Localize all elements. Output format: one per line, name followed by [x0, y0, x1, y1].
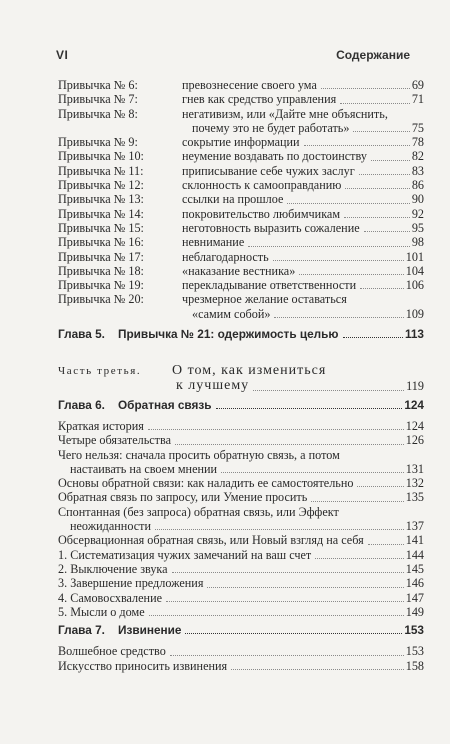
- entry-text-continued: почему это не будет работать»: [192, 120, 350, 135]
- habit-label: Привычка № 19:: [58, 278, 144, 293]
- dot-leader: [148, 429, 404, 430]
- entry-line: [58, 476, 424, 490]
- entry-line: [58, 548, 424, 562]
- page-number: 95: [411, 220, 424, 235]
- toc-section-entry[interactable]: [58, 576, 424, 590]
- entry-line: [182, 149, 424, 163]
- toc-section-entry[interactable]: [58, 605, 424, 619]
- entry-line: [182, 250, 424, 264]
- entry-line: [58, 448, 424, 462]
- toc-habit-entry[interactable]: [58, 221, 424, 235]
- toc-habit-entry[interactable]: [58, 164, 424, 178]
- entry-line: [58, 644, 424, 658]
- toc-section-entry[interactable]: [58, 476, 424, 490]
- page-number: 82: [411, 149, 424, 164]
- page-number: 141: [405, 533, 424, 548]
- entry-text: Искусство приносить извинения: [58, 658, 228, 673]
- page-number: 119: [406, 379, 424, 394]
- entry-line: [182, 207, 424, 221]
- dot-leader: [360, 288, 404, 289]
- dot-leader: [273, 260, 404, 261]
- entry-text: гнев как средство управления: [182, 92, 337, 107]
- page-number: 144: [405, 547, 424, 562]
- toc-chapter-6[interactable]: [58, 398, 424, 412]
- page-number: 90: [411, 192, 424, 207]
- entry-text: «наказание вестника»: [182, 263, 296, 278]
- chapter-title: Обратная связь: [118, 397, 212, 412]
- entry-line: [182, 221, 424, 235]
- entry-line: [182, 192, 424, 206]
- entry-text: 2. Выключение звука: [58, 561, 168, 576]
- chapter-6-items: [58, 419, 424, 619]
- entry-text: Основы обратной связи: как наладить ее самостоятельно: [58, 476, 354, 491]
- toc-section-entry[interactable]: [58, 505, 424, 534]
- entry-text: покровительство любимчикам: [182, 206, 341, 221]
- dot-leader: [344, 217, 410, 218]
- section-title: Содержание: [336, 48, 410, 62]
- page-number: 101: [405, 249, 424, 264]
- page-number: 126: [405, 433, 424, 448]
- entry-text: неготовность выразить сожаление: [182, 220, 360, 235]
- page-number: 75: [411, 120, 424, 135]
- habit-label: Привычка № 14:: [58, 206, 144, 221]
- toc-habit-entry[interactable]: [58, 78, 424, 92]
- toc-section-entry[interactable]: [58, 548, 424, 562]
- entry-line: [58, 605, 424, 619]
- toc-section-entry[interactable]: [58, 490, 424, 504]
- page-number: 98: [411, 235, 424, 250]
- toc-habit-entry[interactable]: [58, 178, 424, 192]
- entry-line: [58, 490, 424, 504]
- dot-leader: [216, 408, 403, 409]
- entry-line: [58, 659, 424, 673]
- page-number: 113: [404, 327, 424, 342]
- dot-leader: [231, 669, 404, 670]
- dot-leader: [371, 160, 410, 161]
- entry-text: склонность к самооправданию: [182, 178, 342, 193]
- dot-leader: [343, 337, 403, 338]
- toc-section-entry[interactable]: [58, 659, 424, 673]
- dot-leader: [221, 472, 404, 473]
- habit-label: Привычка № 10:: [58, 149, 144, 164]
- toc-habit-entry[interactable]: [58, 264, 424, 278]
- toc-section-entry[interactable]: [58, 644, 424, 658]
- page-number: 124: [404, 397, 424, 412]
- habits-list: [58, 78, 424, 321]
- page-number: 83: [411, 163, 424, 178]
- toc-section-entry[interactable]: [58, 433, 424, 447]
- entry-text: Спонтанная (без запроса) обратная связь, или Эффект: [58, 504, 339, 519]
- entry-text-continued: неожиданности: [70, 519, 151, 534]
- part-label: Часть третья.: [58, 365, 142, 378]
- entry-text: негативизм, или «Дайте мне объяснить,: [182, 106, 388, 121]
- entry-line: [58, 419, 424, 433]
- entry-text: чрезмерное желание оставаться: [182, 292, 347, 307]
- entry-line: [182, 135, 424, 149]
- dot-leader: [353, 131, 409, 132]
- habit-label: Привычка № 20:: [58, 292, 144, 307]
- dot-leader: [248, 246, 410, 247]
- dot-leader: [287, 203, 409, 204]
- page-number: 92: [411, 206, 424, 221]
- habit-label: Привычка № 16:: [58, 235, 144, 250]
- habit-label: Привычка № 18:: [58, 263, 144, 278]
- toc-section-entry[interactable]: [58, 448, 424, 477]
- dot-leader: [207, 587, 403, 588]
- entry-text: 3. Завершение предложения: [58, 576, 204, 591]
- entry-line: [58, 462, 424, 476]
- chapter-title: Извинение: [118, 623, 182, 638]
- entry-line: [182, 235, 424, 249]
- dot-leader: [172, 572, 404, 573]
- page-number: 131: [405, 461, 424, 476]
- entry-text: неблагодарность: [182, 249, 269, 264]
- dot-leader: [359, 174, 410, 175]
- dot-leader: [170, 655, 404, 656]
- chapter-label: Глава 7.: [58, 623, 105, 638]
- entry-line: [182, 178, 424, 192]
- dot-leader: [185, 633, 402, 634]
- part-title-line-1: О том, как измениться: [172, 363, 327, 379]
- entry-line: [58, 576, 424, 590]
- page-number: 153: [405, 644, 424, 659]
- toc-habit-entry[interactable]: [58, 135, 424, 149]
- habit-label: Привычка № 8:: [58, 106, 138, 121]
- entry-text: Чего нельзя: сначала просить обратную связь, а потом: [58, 447, 340, 462]
- habit-label: Привычка № 11:: [58, 163, 144, 178]
- page-number: 153: [404, 623, 424, 638]
- page-number: 137: [405, 519, 424, 534]
- toc-section-entry[interactable]: [58, 419, 424, 433]
- running-head: [56, 48, 410, 62]
- page-number: 146: [405, 576, 424, 591]
- dot-leader: [304, 145, 410, 146]
- part-title-line-2: к лучшему: [176, 378, 250, 394]
- dot-leader: [155, 529, 404, 530]
- entry-text: Обратная связь по запросу, или Умение просить: [58, 490, 308, 505]
- page-number: 149: [405, 604, 424, 619]
- habit-label: Привычка № 12:: [58, 178, 144, 193]
- entry-text: Обсервационная обратная связь, или Новый взгляд на себя: [58, 533, 364, 548]
- page-number: 106: [405, 278, 424, 293]
- table-of-contents: [58, 78, 424, 673]
- chapter-label: Глава 6.: [58, 397, 105, 412]
- entry-text-continued: «самим собой»: [192, 306, 271, 321]
- entry-line: [182, 78, 424, 92]
- habit-label: Привычка № 6:: [58, 78, 138, 92]
- dot-leader: [321, 88, 410, 89]
- page-number: 104: [405, 263, 424, 278]
- habit-label: Привычка № 17:: [58, 249, 144, 264]
- dot-leader: [315, 558, 403, 559]
- entry-text: перекладывание ответственности: [182, 278, 357, 293]
- toc-habit-entry[interactable]: [58, 207, 424, 221]
- page-number: 109: [405, 306, 424, 321]
- page-number: 145: [405, 561, 424, 576]
- toc-section-entry[interactable]: [58, 533, 424, 547]
- dot-leader: [311, 501, 403, 502]
- entry-text: ссылки на прошлое: [182, 192, 284, 207]
- page-number: 158: [405, 658, 424, 673]
- dot-leader: [345, 188, 409, 189]
- toc-habit-entry[interactable]: [58, 250, 424, 264]
- toc-habit-entry[interactable]: [58, 192, 424, 206]
- entry-text: невнимание: [182, 235, 245, 250]
- dot-leader: [357, 486, 403, 487]
- entry-text: 5. Мысли о доме: [58, 604, 145, 619]
- toc-section-entry[interactable]: [58, 562, 424, 576]
- page-number: 71: [411, 92, 424, 107]
- page-number: 78: [411, 135, 424, 150]
- dot-leader: [299, 274, 403, 275]
- page-number: 135: [405, 490, 424, 505]
- habit-label: Привычка № 7:: [58, 92, 138, 107]
- habit-label: Привычка № 13:: [58, 192, 144, 207]
- entry-line: [182, 292, 424, 306]
- dot-leader: [368, 544, 404, 545]
- page-folio: VI: [56, 48, 69, 62]
- entry-line: [182, 164, 424, 178]
- entry-text: приписывание себе чужих заслуг: [182, 163, 355, 178]
- entry-text: 4. Самовосхваление: [58, 590, 162, 605]
- page-number: 132: [405, 476, 424, 491]
- toc-habit-entry[interactable]: [58, 278, 424, 292]
- page-number: 86: [411, 178, 424, 193]
- toc-habit-entry[interactable]: [58, 149, 424, 163]
- entry-text: Краткая история: [58, 418, 144, 433]
- entry-line: [58, 433, 424, 447]
- entry-line: [182, 278, 424, 292]
- entry-text: превознесение своего ума: [182, 78, 317, 92]
- dot-leader: [175, 444, 404, 445]
- page-number: 147: [405, 590, 424, 605]
- entry-text: Четыре обязательства: [58, 433, 172, 448]
- toc-habit-entry[interactable]: [58, 107, 424, 136]
- chapter-7-items: [58, 644, 424, 673]
- dot-leader: [166, 601, 404, 602]
- toc-section-entry[interactable]: [58, 591, 424, 605]
- entry-text: Волшебное средство: [58, 644, 166, 659]
- entry-text: сокрытие информации: [182, 135, 300, 150]
- entry-line: [182, 307, 424, 321]
- dot-leader: [253, 390, 404, 391]
- page-number: 69: [411, 78, 424, 92]
- entry-line: [58, 505, 424, 519]
- toc-part-3[interactable]: [58, 363, 424, 393]
- entry-text: 1. Систематизация чужих замечаний на ваш счет: [58, 547, 312, 562]
- toc-habit-entry[interactable]: [58, 92, 424, 106]
- entry-line: [182, 107, 424, 121]
- habit-label: Привычка № 15:: [58, 220, 144, 235]
- entry-line: [58, 562, 424, 576]
- dot-leader: [340, 103, 410, 104]
- page-number: 124: [405, 418, 424, 433]
- entry-line: [182, 92, 424, 106]
- habit-label: Привычка № 9:: [58, 135, 138, 150]
- chapter-label: Глава 5.: [58, 327, 105, 342]
- entry-line: [58, 591, 424, 605]
- dot-leader: [274, 317, 403, 318]
- toc-chapter-7[interactable]: [58, 623, 424, 637]
- entry-line: [58, 519, 424, 533]
- entry-line: [182, 121, 424, 135]
- dot-leader: [149, 615, 404, 616]
- entry-text: неумение воздавать по достоинству: [182, 149, 367, 164]
- entry-line: [182, 264, 424, 278]
- entry-line: [58, 533, 424, 547]
- toc-habit-entry[interactable]: [58, 292, 424, 321]
- entry-text-continued: настаивать на своем мнении: [70, 461, 218, 476]
- toc-chapter-5[interactable]: [58, 327, 424, 341]
- chapter-title: Привычка № 21: одержимость целью: [118, 327, 339, 342]
- toc-habit-entry[interactable]: [58, 235, 424, 249]
- dot-leader: [364, 231, 410, 232]
